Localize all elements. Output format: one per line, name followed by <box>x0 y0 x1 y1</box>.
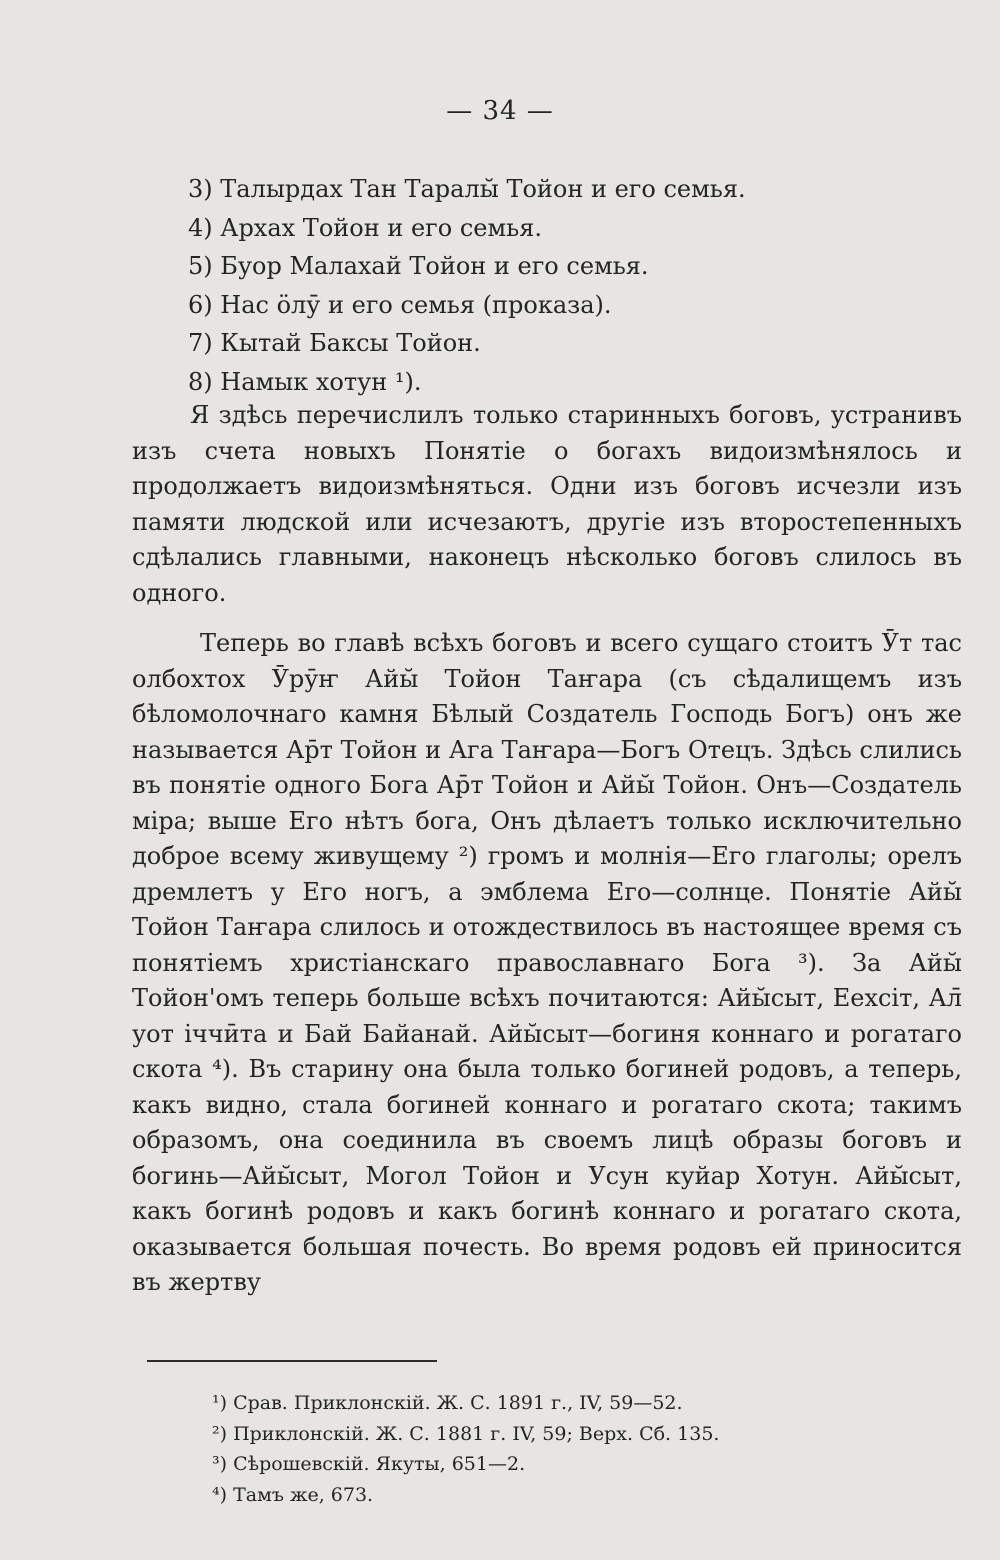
list-item: 8) Намык хотун ¹). <box>188 367 422 396</box>
list-item: 6) Нас ӧлӯ и его семья (проказа). <box>188 290 612 319</box>
list-item: 7) Кытай Баксы Тойон. <box>188 329 481 357</box>
footnote: ⁴) Тамъ же, 673. <box>212 1483 374 1506</box>
footnote-divider <box>147 1360 437 1362</box>
page-number: — 34 — <box>446 96 554 126</box>
footnotes <box>212 1388 719 1510</box>
paragraph-supreme-god: Теперь во главѣ всѣхъ боговъ и всего сущаго стоитъ Ӯт тас олбохтох Ӯрӯҥ Айы̆ Тойон Таҥара (съ сѣдалищемъ изъ бѣломолочнаго камня Бѣлый Создатель Господь Богъ) онъ же называется Ар̄т Тойон и Ага Таҥара—Богъ Отецъ. Здѣсь слились въ понятіе одного Бога Ар̄т Тойон и Айы̆ Тойон. Онъ—Создатель міра; выше Его нѣтъ бога, Онъ дѣлаетъ только исключительно доброе всему живущему ²) громъ и молнія—Его глаголы; орелъ дремлетъ у Его ногъ, а эмблема Его—солнце. Понятіе Айы̆ Тойон Таҥара слилось и отождествилось въ настоящее время съ понятіемъ христіанскаго православнаго Бога ³). За Айы̆ Тойон'омъ теперь больше всѣхъ почитаются: Айы̆сыт, Еехсіт, Ал̄ уот іччӣта и Бай Байанай. Айы̆сыт—богиня коннаго и рогатаго скота ⁴). Въ старину она была только богиней родовъ, а теперь, какъ видно, стала богиней коннаго и рогатаго скота; такимъ образомъ, она соединила въ своемъ лицѣ образы боговъ и богинь—Айы̆сыт, Могол Тойон и Усун куйар Хотун. Айы̆сыт, какъ богинѣ родовъ и какъ богинѣ коннаго и рогатаго скота, оказывается большая почесть. Во время родовъ ей приносится въ жертву <box>132 629 962 1296</box>
footnote: ¹) Срав. Приклонскій. Ж. С. 1891 г., IV, 59—52. <box>212 1392 683 1414</box>
footnote: ³) Сѣрошевскій. Якуты, 651—2. <box>212 1453 526 1475</box>
gods-list <box>188 170 746 401</box>
footnote: ²) Приклонскій. Ж. С. 1881 г. IV, 59; Верх. Сб. 135. <box>212 1422 720 1445</box>
paragraph-old-gods: Я здѣсь перечислилъ только старинныхъ боговъ, устранивъ изъ счета новыхъ Понятіе о богахъ видоизмѣнялось и продолжаетъ видоизмѣняться. Одни изъ боговъ исчезли изъ памяти людской или исчезаютъ, другіе изъ второстепенныхъ сдѣлались главными, наконецъ нѣсколько боговъ слилось въ одного. <box>132 401 962 607</box>
list-item: 5) Буор Малахай Тойон и его семья. <box>188 252 649 280</box>
list-item: 3) Талырдах Тан Таралы̆ Тойон и его семья. <box>188 175 746 203</box>
list-item: 4) Архах Тойон и его семья. <box>188 213 542 242</box>
